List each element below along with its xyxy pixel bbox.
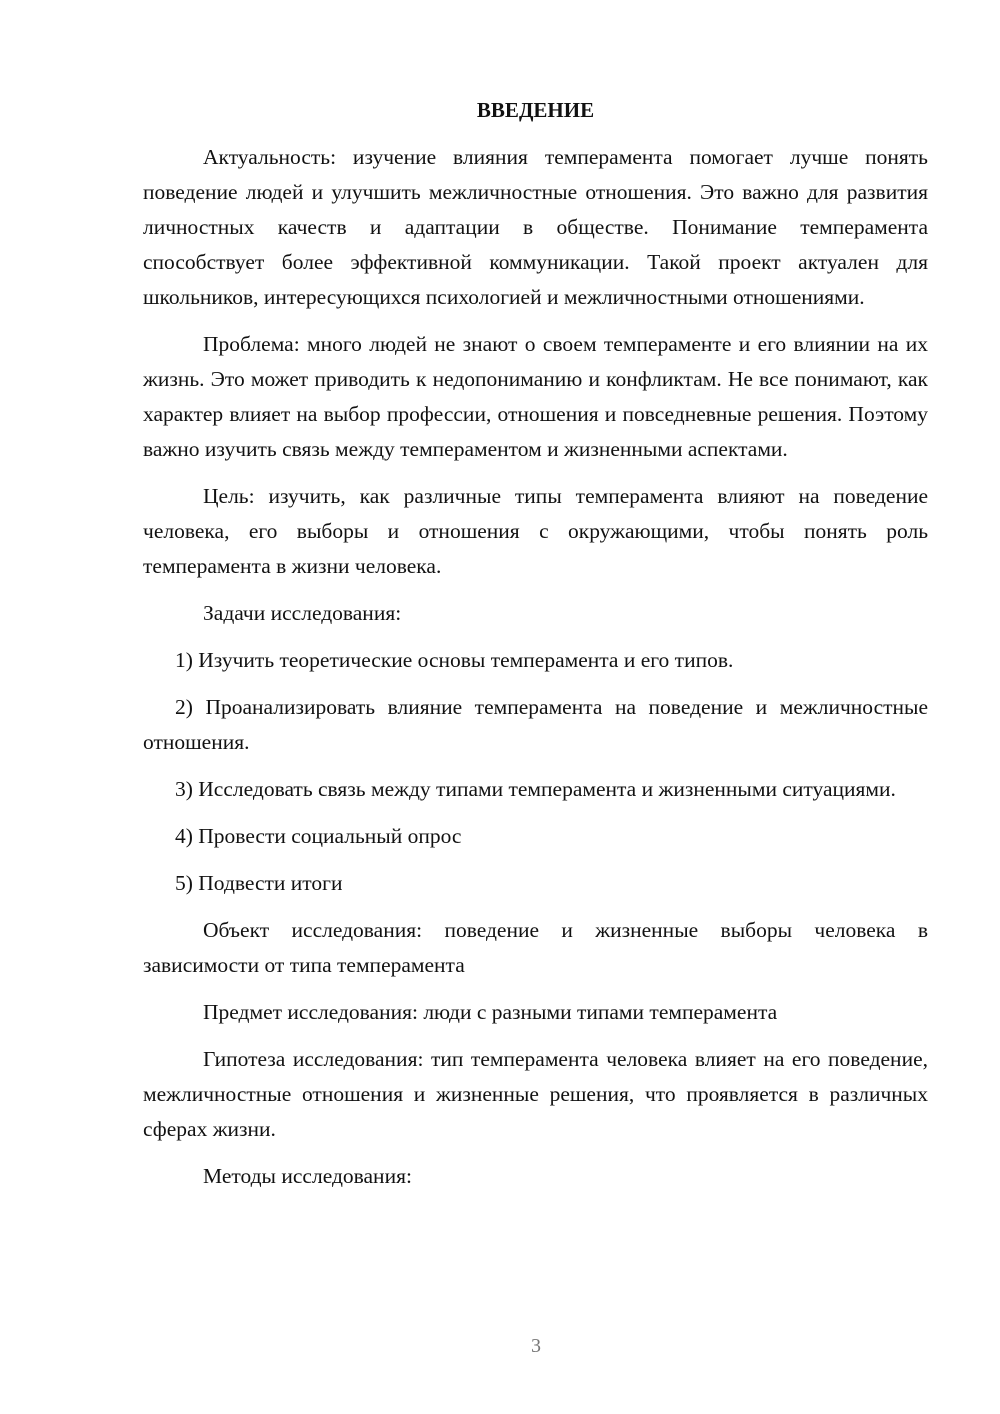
- tasks-heading: Задачи исследования:: [203, 601, 402, 625]
- document-page: [143, 93, 928, 1206]
- page-number: 3: [531, 1335, 541, 1357]
- paragraph-subject: Предмет исследования: люди с разными типами темперамента: [203, 1000, 778, 1024]
- task-item-1: 1) Изучить теоретические основы темперамента и его типов.: [175, 648, 734, 672]
- task-item-5: 5) Подвести итоги: [175, 871, 343, 895]
- paragraph-hypothesis: Гипотеза исследования: тип темперамента человека влияет на его поведение, межличностные отношения и жизненные решения, что проявляется в различных сферах жизни.: [143, 1047, 928, 1141]
- paragraph-methods: Методы исследования:: [203, 1164, 412, 1188]
- task-item-4: 4) Провести социальный опрос: [175, 824, 462, 848]
- paragraph-object: Объект исследования: поведение и жизненные выборы человека в зависимости от типа темперамента: [143, 918, 928, 977]
- page-title: ВВЕДЕНИЕ: [476, 98, 595, 122]
- task-item-3: 3) Исследовать связь между типами темперамента и жизненными ситуациями.: [175, 777, 896, 801]
- paragraph-problem: Проблема: много людей не знают о своем темпераменте и его влиянии на их жизнь. Это может приводить к недопониманию и конфликтам. Не все понимают, как характер влияет на выбор профессии, отношения и повседневные решения. Поэтому важно изучить связь между темпераментом и жизненными аспектами.: [143, 332, 928, 461]
- paragraph-relevance: Актуальность: изучение влияния темперамента помогает лучше понять поведение людей и улучшить межличностные отношения. Это важно для развития личностных качеств и адаптации в обществе. Понимание темперамента способствует более эффективной коммуникации. Такой проект актуален для школьников, интересующихся психологией и межличностными отношениями.: [143, 145, 928, 309]
- task-item-2: 2) Проанализировать влияние темперамента на поведение и межличностные отношения.: [143, 695, 928, 754]
- paragraph-goal: Цель: изучить, как различные типы темперамента влияют на поведение человека, его выборы и отношения с окружающими, чтобы понять роль темперамента в жизни человека.: [143, 484, 928, 578]
